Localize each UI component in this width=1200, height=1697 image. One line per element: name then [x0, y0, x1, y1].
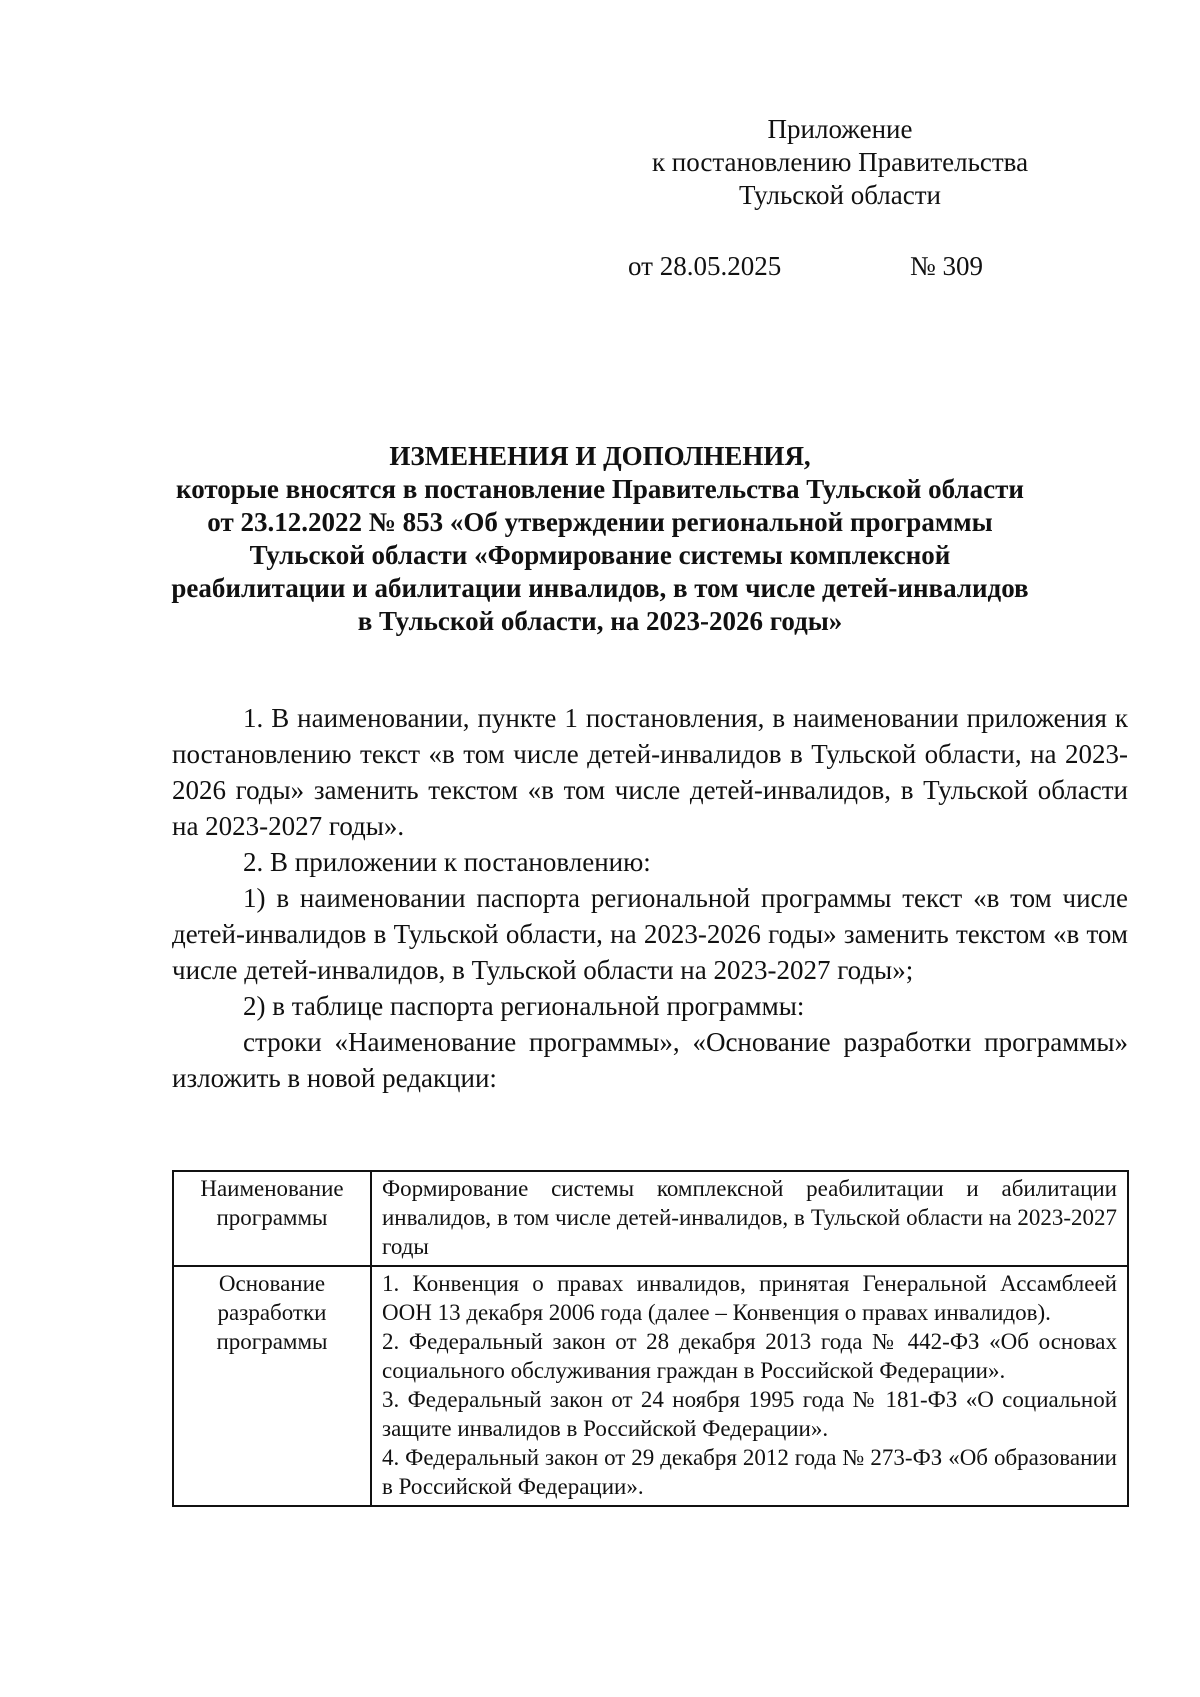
title-line: ИЗМЕНЕНИЯ И ДОПОЛНЕНИЯ, — [389, 441, 811, 471]
paragraph: 1. В наименовании, пункте 1 постановления, в наименовании приложения к постановлению текст «в том числе детей-инвалидов в Тульской области, на 2023-2026 годы» заменить текстом «в том числе детей-инвалидов, в Тульской области на 2023-2027 годы». — [172, 703, 1128, 841]
legal-basis-item: 4. Федеральный закон от 29 декабря 2012 года № 273-ФЗ «Об образовании в Российской Федерации». — [382, 1445, 1117, 1499]
appendix-line: Приложение — [767, 114, 913, 144]
paragraph: 2. В приложении к постановлению: — [243, 847, 651, 877]
appendix-line: к постановлению Правительства — [651, 147, 1029, 177]
document-reference — [628, 250, 1028, 283]
title-line: которые вносятся в постановление Правительства Тульской области — [176, 474, 1024, 504]
legal-basis-item: 3. Федеральный закон от 24 ноября 1995 года № 181-ФЗ «О социальной защите инвалидов в Российской Федерации». — [382, 1387, 1117, 1441]
paragraph: строки «Наименование программы», «Основание разработки программы» изложить в новой редакции: — [172, 1027, 1128, 1093]
title-line: реабилитации и абилитации инвалидов, в том числе детей-инвалидов — [171, 573, 1029, 603]
legal-basis-item: 1. Конвенция о правах инвалидов, принятая Генеральной Ассамблеей ООН 13 декабря 2006 года (далее – Конвенция о правах инвалидов). — [382, 1271, 1117, 1325]
table-row-label: Основание разработки программы — [173, 1266, 371, 1506]
table-row-content — [371, 1266, 1128, 1506]
legal-basis-item: 2. Федеральный закон от 28 декабря 2013 года № 442-ФЗ «Об основах социального обслуживания граждан в Российской Федерации». — [382, 1329, 1117, 1383]
paragraph: 2) в таблице паспорта региональной программы: — [243, 991, 805, 1021]
title-line: Тульской области «Формирование системы комплексной — [249, 540, 951, 570]
appendix-line: Тульской области — [739, 180, 941, 210]
document-number: № 309 — [910, 251, 984, 281]
table-row-label: Наименование программы — [173, 1171, 371, 1266]
table-row — [173, 1171, 1128, 1266]
appendix-header — [600, 113, 1080, 212]
paragraph: 1) в наименовании паспорта региональной программы текст «в том числе детей-инвалидов в Тульской области, на 2023-2026 годы» заменить текстом «в том числе детей-инвалидов, в Тульской области на 2023-2027 годы»; — [172, 883, 1128, 985]
title-line: от 23.12.2022 № 853 «Об утверждении региональной программы — [207, 507, 993, 537]
document-title — [120, 440, 1080, 638]
passport-table — [172, 1170, 1129, 1507]
body-text — [172, 700, 1128, 1096]
table-row — [173, 1266, 1128, 1506]
title-line: в Тульской области, на 2023-2026 годы» — [357, 606, 843, 636]
table-row-content: Формирование системы комплексной реабилитации и абилитации инвалидов, в том числе детей-инвалидов, в Тульской области на 2023-2027 годы — [371, 1171, 1128, 1266]
document-date: от 28.05.2025 — [628, 251, 782, 281]
